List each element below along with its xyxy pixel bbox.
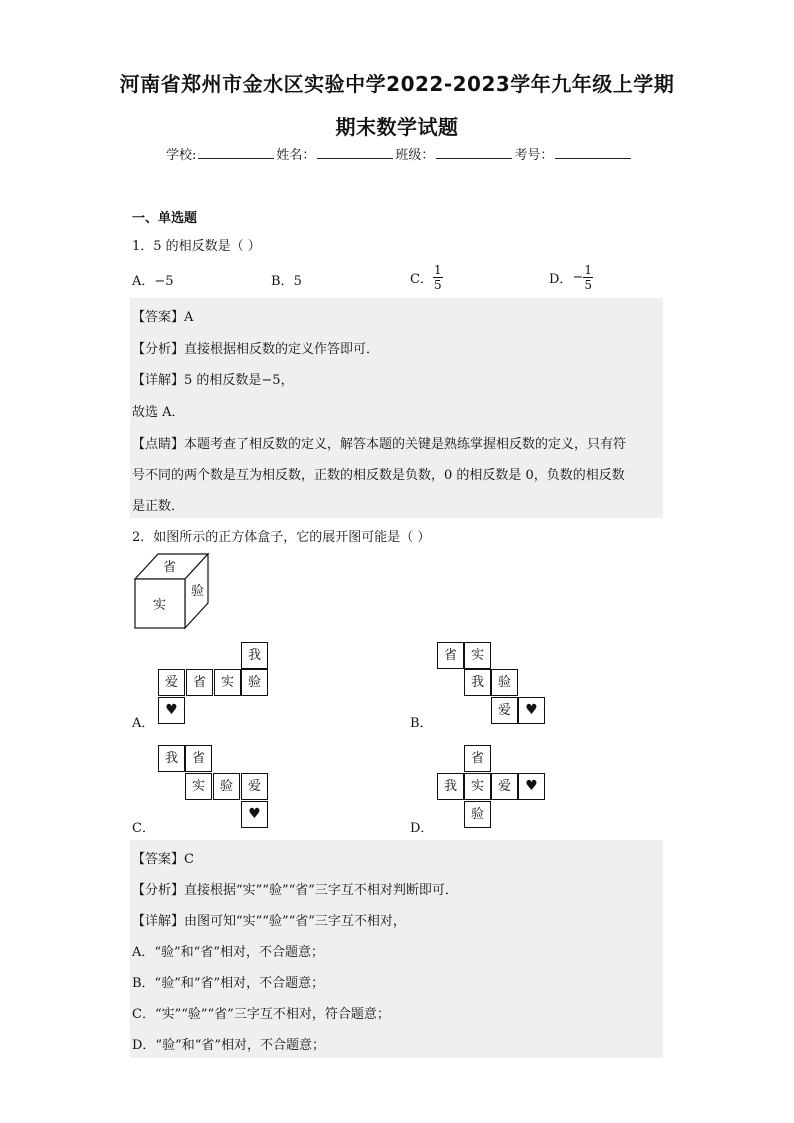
school-field[interactable] (198, 146, 274, 159)
q1-comment-line1 (132, 433, 626, 452)
cube-top-face-label: 省 (163, 560, 177, 575)
fraction-numerator: 1 (433, 263, 442, 277)
school-label: 学校: (166, 148, 197, 163)
question-1-stem: 1．5 的相反数是（ ） (132, 239, 261, 254)
net-cell: 爱 (491, 697, 518, 724)
q1-option-c (410, 263, 443, 292)
analysis-tag: 【分析】 (132, 342, 185, 357)
comment-text: 本题考查了相反数的定义，解答本题的关键是熟练掌握相反数的定义，只有符 (184, 437, 627, 452)
student-info-fields (166, 144, 633, 163)
net-cell: 实 (214, 669, 241, 696)
net-cell: 我 (158, 745, 185, 772)
q2-option-b-label: B． (410, 716, 433, 731)
q2-option-a-label: A． (132, 716, 155, 731)
detail-tag: 【详解】 (132, 373, 185, 388)
analysis-text: 直接根据相反数的定义作答即可． (184, 342, 380, 357)
net-cell: 省 (464, 745, 491, 772)
q1-answer (132, 306, 193, 325)
heart-icon: ♥ (518, 697, 545, 724)
detail-tag: 【详解】 (132, 914, 185, 929)
q1-analysis (132, 338, 379, 357)
answer-text: C (184, 852, 194, 867)
name-label: 姓名： (276, 148, 316, 163)
q2-answer (132, 848, 194, 867)
q2-analysis (132, 879, 458, 898)
q1-option-b (271, 270, 302, 289)
question-2-stem: 2．如图所示的正方体盒子，它的展开图可能是（ ） (132, 530, 431, 545)
net-cell: 验 (491, 669, 518, 696)
option-label: A． (132, 274, 155, 289)
net-cell: 爱 (491, 773, 518, 800)
name-field[interactable] (317, 146, 393, 159)
q2-explanation-a: A．“验”和“省”相对，不合题意； (132, 945, 324, 960)
analysis-text: 直接根据“实”“验”“省”三字互不相对判断即可． (184, 883, 458, 898)
heart-icon: ♥ (241, 801, 268, 828)
exam-number-label: 考号： (514, 148, 554, 163)
analysis-tag: 【分析】 (132, 883, 185, 898)
q1-detail (132, 369, 294, 388)
q2-explanation-c: C．“实”“验”“省”三字互不相对，符合题意； (132, 1007, 390, 1022)
net-cell: 验 (213, 773, 240, 800)
option-label: B． (271, 274, 294, 289)
fraction-numerator: 1 (584, 263, 592, 277)
fraction (583, 263, 593, 292)
net-cell: 省 (437, 642, 464, 669)
comment-tag: 【点睛】 (132, 437, 185, 452)
net-cell: 爱 (241, 773, 268, 800)
detail-text: 5 的相反数是−5， (184, 373, 294, 388)
net-cell: 实 (185, 773, 212, 800)
detail-text: 由图可知“实”“验”“省”三字互不相对， (184, 914, 406, 929)
exam-number-field[interactable] (555, 146, 631, 159)
option-label: C． (410, 272, 433, 287)
net-cell: 验 (464, 801, 491, 828)
net-cell: 省 (185, 745, 212, 772)
q2-detail (132, 910, 406, 929)
cube-figure (134, 553, 214, 629)
q1-comment-line2: 号不同的两个数是互为相反数，正数的相反数是负数，0 的相反数是 0，负数的相反数 (132, 468, 625, 483)
option-text: 5 (293, 274, 302, 289)
q2-option-d-label: D． (410, 821, 434, 836)
heart-icon: ♥ (158, 697, 185, 724)
q1-solution-block (130, 298, 663, 518)
q1-comment-line3: 是正数． (132, 499, 185, 514)
q2-explanation-d: D．“验”和“省”相对，不合题意； (132, 1038, 326, 1053)
option-label: D． (549, 272, 573, 287)
answer-text: A (184, 310, 194, 325)
answer-tag: 【答案】 (132, 852, 185, 867)
option-text: −5 (154, 274, 174, 289)
section-single-choice: 一、单选题 (132, 211, 198, 226)
class-label: 班级： (395, 148, 435, 163)
net-cell: 验 (241, 669, 268, 696)
net-cell: 我 (437, 773, 464, 800)
net-cell: 实 (464, 773, 491, 800)
q1-option-d (549, 263, 593, 292)
heart-icon: ♥ (518, 773, 545, 800)
net-cell: 实 (464, 642, 491, 669)
net-cell: 我 (464, 669, 491, 696)
net-cell: 省 (186, 669, 213, 696)
net-cell: 我 (241, 642, 268, 669)
q1-option-a (132, 270, 174, 289)
fraction-denominator: 5 (433, 278, 442, 292)
paper-title-line2: 期末数学试题 (335, 115, 459, 139)
q2-option-c-label: C． (132, 821, 155, 836)
q1-choice: 故选 A． (132, 405, 185, 420)
class-field[interactable] (436, 146, 512, 159)
fraction (433, 263, 443, 292)
fraction-denominator: 5 (584, 278, 592, 292)
paper-title-line1: 河南省郑州市金水区实验中学2022-2023学年九年级上学期 (119, 72, 675, 96)
net-cell: 爱 (158, 669, 185, 696)
cube-right-face-label: 验 (191, 584, 205, 599)
answer-tag: 【答案】 (132, 310, 185, 325)
cube-front-face-label: 实 (153, 598, 167, 613)
minus-sign: − (572, 270, 584, 285)
q2-explanation-b: B．“验”和“省”相对，不合题意； (132, 976, 325, 991)
